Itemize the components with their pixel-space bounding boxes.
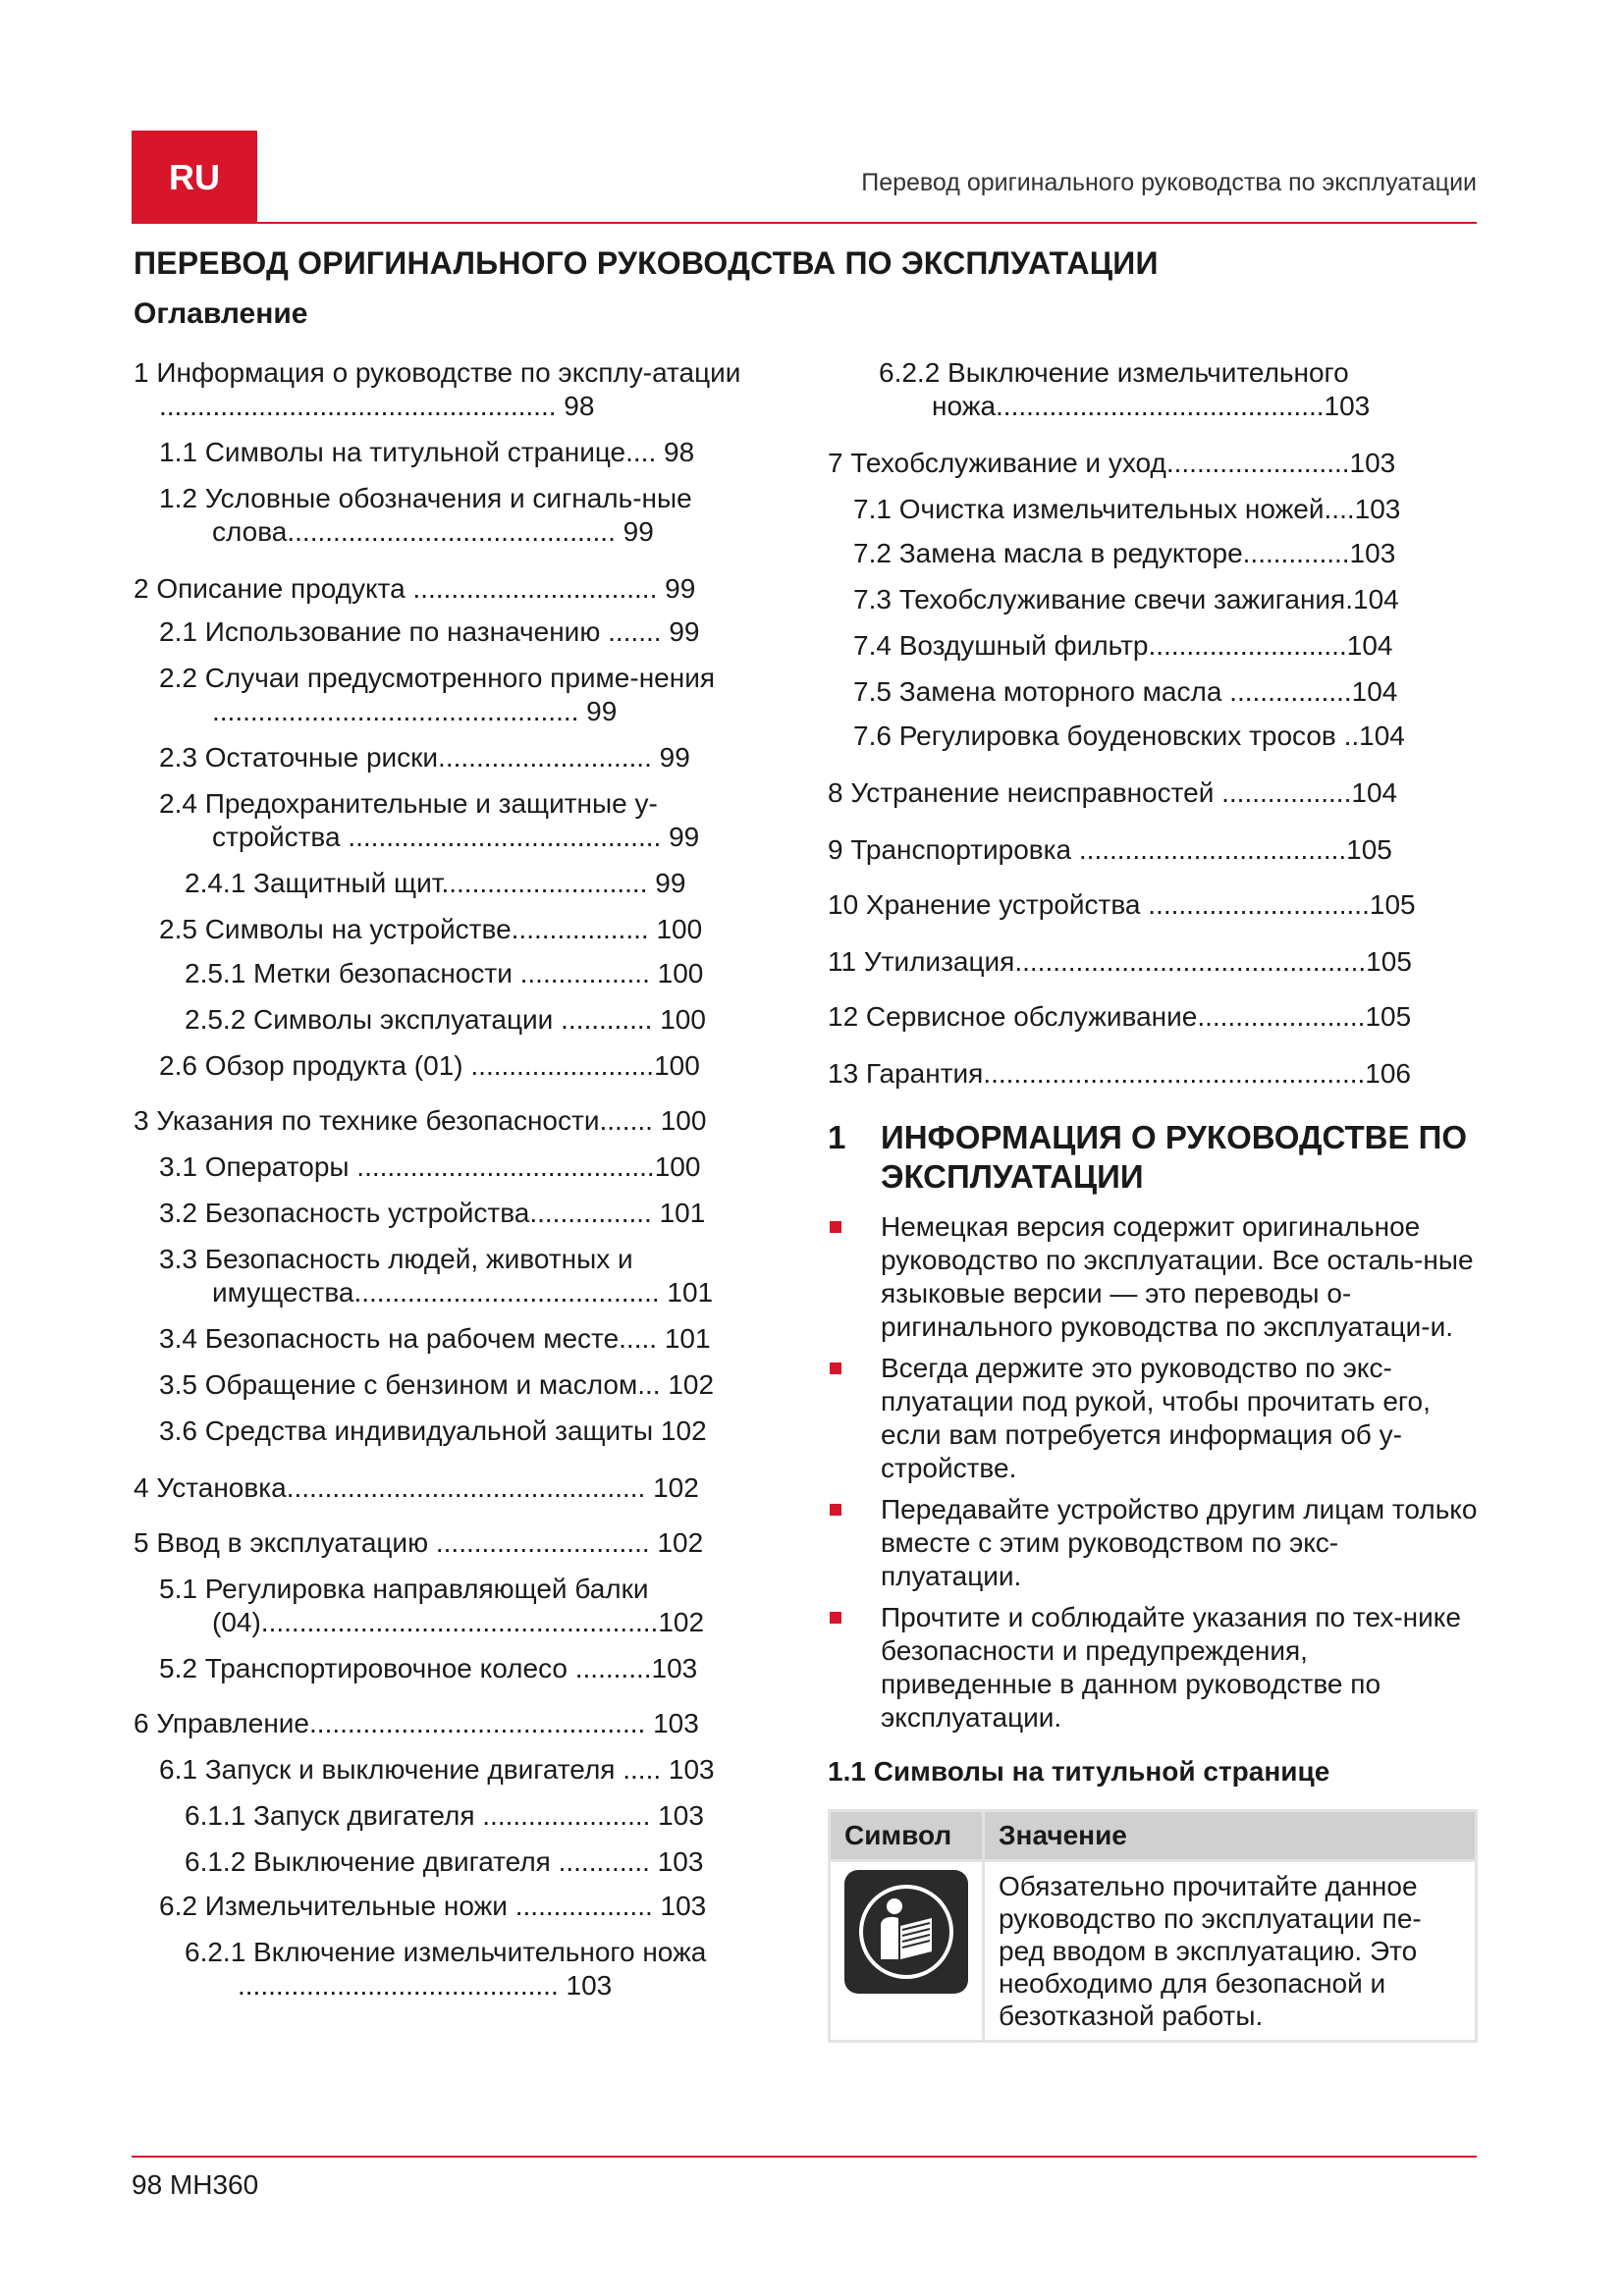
toc-entry[interactable]: 3.2 Безопасность устройства................ 101 (159, 1198, 706, 1228)
section-heading (828, 1118, 1478, 1197)
table-row (830, 1861, 1477, 2042)
toc-entry[interactable]: 3.4 Безопасность на рабочем месте..... 101 (159, 1323, 711, 1354)
meaning-cell: Обязательно прочитайте данное руководство по эксплуатации пе-ред вводом в эксплуатацию. Это необходимо для безопасной и безотказной работы. (984, 1861, 1477, 2042)
toc-entry[interactable]: 2.5 Символы на устройстве.................. 100 (159, 914, 703, 944)
toc-entry[interactable]: 2.3 Остаточные риски............................ 99 (159, 742, 690, 773)
toc-entry[interactable]: 5.1 Регулировка направляющей балки (04)....................................................102 (159, 1574, 705, 1637)
toc-entry[interactable]: 2.2 Случаи предусмотренного приме-нения ................................................ 99 (159, 663, 716, 726)
section-number: 1 (828, 1119, 846, 1155)
read-manual-icon (844, 1870, 968, 1994)
toc-entry[interactable]: 3.6 Средства индивидуальной защиты 102 (159, 1415, 707, 1446)
toc-entry[interactable]: 7.3 Техобслуживание свечи зажигания.104 (853, 584, 1399, 614)
toc-entry[interactable]: 3 Указания по технике безопасности....... 100 (134, 1105, 707, 1136)
toc-entry[interactable]: 1.2 Условные обозначения и сигналь-ные слова........................................... 99 (159, 483, 692, 547)
toc-entry[interactable]: 4 Установка............................................... 102 (134, 1472, 699, 1503)
toc-left-column (134, 356, 782, 2002)
toc-entry[interactable]: 3.3 Безопасность людей, животных и имущества........................................ 101 (159, 1244, 714, 1308)
toc-entry[interactable]: 9 Транспортировка ...................................105 (828, 834, 1392, 865)
column-header-symbol: Символ (830, 1811, 984, 1861)
toc-entry[interactable]: 11 Утилизация..............................................105 (828, 946, 1412, 977)
list-item: Всегда держите это руководство по экс-плуатации под рукой, чтобы прочитать его, если вам потребуется информация об у-стройстве. (828, 1352, 1478, 1485)
toc-entry[interactable]: 2.1 Использование по назначению ....... 99 (159, 616, 700, 647)
toc-entry[interactable]: 2.5.1 Метки безопасности ................. 100 (185, 958, 704, 988)
right-column (828, 356, 1478, 2043)
toc-entry[interactable]: 7.4 Воздушный фильтр..........................104 (853, 630, 1393, 661)
running-title: Перевод оригинального руководства по эксплуатации (861, 169, 1477, 196)
section-title: ИНФОРМАЦИЯ О РУКОВОДСТВЕ ПО ЭКСПЛУАТАЦИИ (881, 1119, 1468, 1195)
symbol-cell (830, 1861, 984, 2042)
toc-entry[interactable]: 2.6 Обзор продукта (01) ........................100 (159, 1050, 700, 1081)
list-item: Немецкая версия содержит оригинальное руководство по эксплуатации. Все осталь-ные языковые версии — это переводы о-ригинального руководства по эксплуатаци-и. (828, 1210, 1478, 1344)
toc-entry[interactable]: 2 Описание продукта ................................ 99 (134, 573, 696, 604)
toc-entry[interactable]: 13 Гарантия..................................................106 (828, 1058, 1412, 1089)
toc-entry[interactable]: 7.6 Регулировка боуденовских тросов ..104 (853, 721, 1405, 751)
toc-entry[interactable]: 7 Техобслуживание и уход........................103 (828, 448, 1396, 478)
list-item: Прочтите и соблюдайте указания по тех-нике безопасности и предупреждения, приведенные в данном руководстве по эксплуатации. (828, 1601, 1478, 1735)
list-item: Передавайте устройство другим лицам только вместе с этим руководством по экс-плуатации. (828, 1493, 1478, 1593)
document-title: ПЕРЕВОД ОРИГИНАЛЬНОГО РУКОВОДСТВА ПО ЭКСПЛУАТАЦИИ (134, 245, 1159, 281)
bullet-list (828, 1210, 1478, 1735)
toc-entry[interactable]: 2.5.2 Символы эксплуатации ............ 100 (185, 1004, 706, 1035)
toc-entry[interactable]: 6.2.2 Выключение измельчительного ножа...........................................103 (879, 357, 1371, 421)
footer-rule (132, 2156, 1477, 2158)
toc-entry[interactable]: 1 Информация о руководстве по эксплу-атации .................................................... 98 (134, 357, 741, 421)
toc-entry[interactable]: 6.2 Измельчительные ножи .................. 103 (159, 1891, 707, 1921)
toc-entry[interactable]: 3.5 Обращение с бензином и маслом... 102 (159, 1369, 715, 1400)
toc-entry[interactable]: 7.1 Очистка измельчительных ножей....103 (853, 494, 1401, 524)
toc-entry[interactable]: 6.2.1 Включение измельчительного ножа .......................................... 103 (185, 1937, 707, 2001)
toc-entry[interactable]: 5.2 Транспортировочное колесо ..........103 (159, 1653, 698, 1683)
toc-entry[interactable]: 7.2 Замена масла в редукторе..............103 (853, 538, 1396, 568)
toc-entry[interactable]: 6 Управление............................................ 103 (134, 1708, 699, 1738)
toc-entry[interactable]: 2.4.1 Защитный щит........................... 99 (185, 868, 686, 898)
column-header-meaning: Значение (984, 1811, 1477, 1861)
toc-entry[interactable]: 6.1.2 Выключение двигателя ............ 103 (185, 1846, 704, 1877)
toc-entry[interactable]: 1.1 Символы на титульной странице.... 98 (159, 437, 695, 467)
toc-entry[interactable]: 5 Ввод в эксплуатацию ............................ 102 (134, 1527, 704, 1558)
toc-entry[interactable]: 12 Сервисное обслуживание......................105 (828, 1001, 1412, 1032)
subsection-title: 1.1 Символы на титульной странице (828, 1756, 1330, 1787)
toc-entry[interactable]: 10 Хранение устройства .............................105 (828, 889, 1416, 920)
bullet-square-icon (830, 1221, 841, 1233)
toc-entry[interactable]: 6.1.1 Запуск двигателя ...................... 103 (185, 1800, 704, 1831)
toc-entry[interactable]: 8 Устранение неисправностей .................104 (828, 777, 1398, 808)
toc-title: Оглавление (134, 297, 308, 330)
bullet-square-icon (830, 1612, 841, 1624)
toc-entry[interactable]: 6.1 Запуск и выключение двигателя ..... 103 (159, 1754, 715, 1785)
toc-entry[interactable]: 3.1 Операторы .......................................100 (159, 1151, 701, 1182)
toc-entry[interactable]: 7.5 Замена моторного масла ................104 (853, 676, 1398, 707)
table-header-row (830, 1811, 1477, 1861)
header-rule (132, 222, 1477, 224)
bullet-square-icon (830, 1504, 841, 1516)
bullet-square-icon (830, 1362, 841, 1374)
symbol-table (828, 1809, 1478, 2043)
toc-entry[interactable]: 2.4 Предохранительные и защитные у-стройства ......................................... 99 (159, 788, 700, 852)
language-tab: RU (132, 131, 257, 224)
page-footer: 98 MH360 (132, 2169, 259, 2200)
